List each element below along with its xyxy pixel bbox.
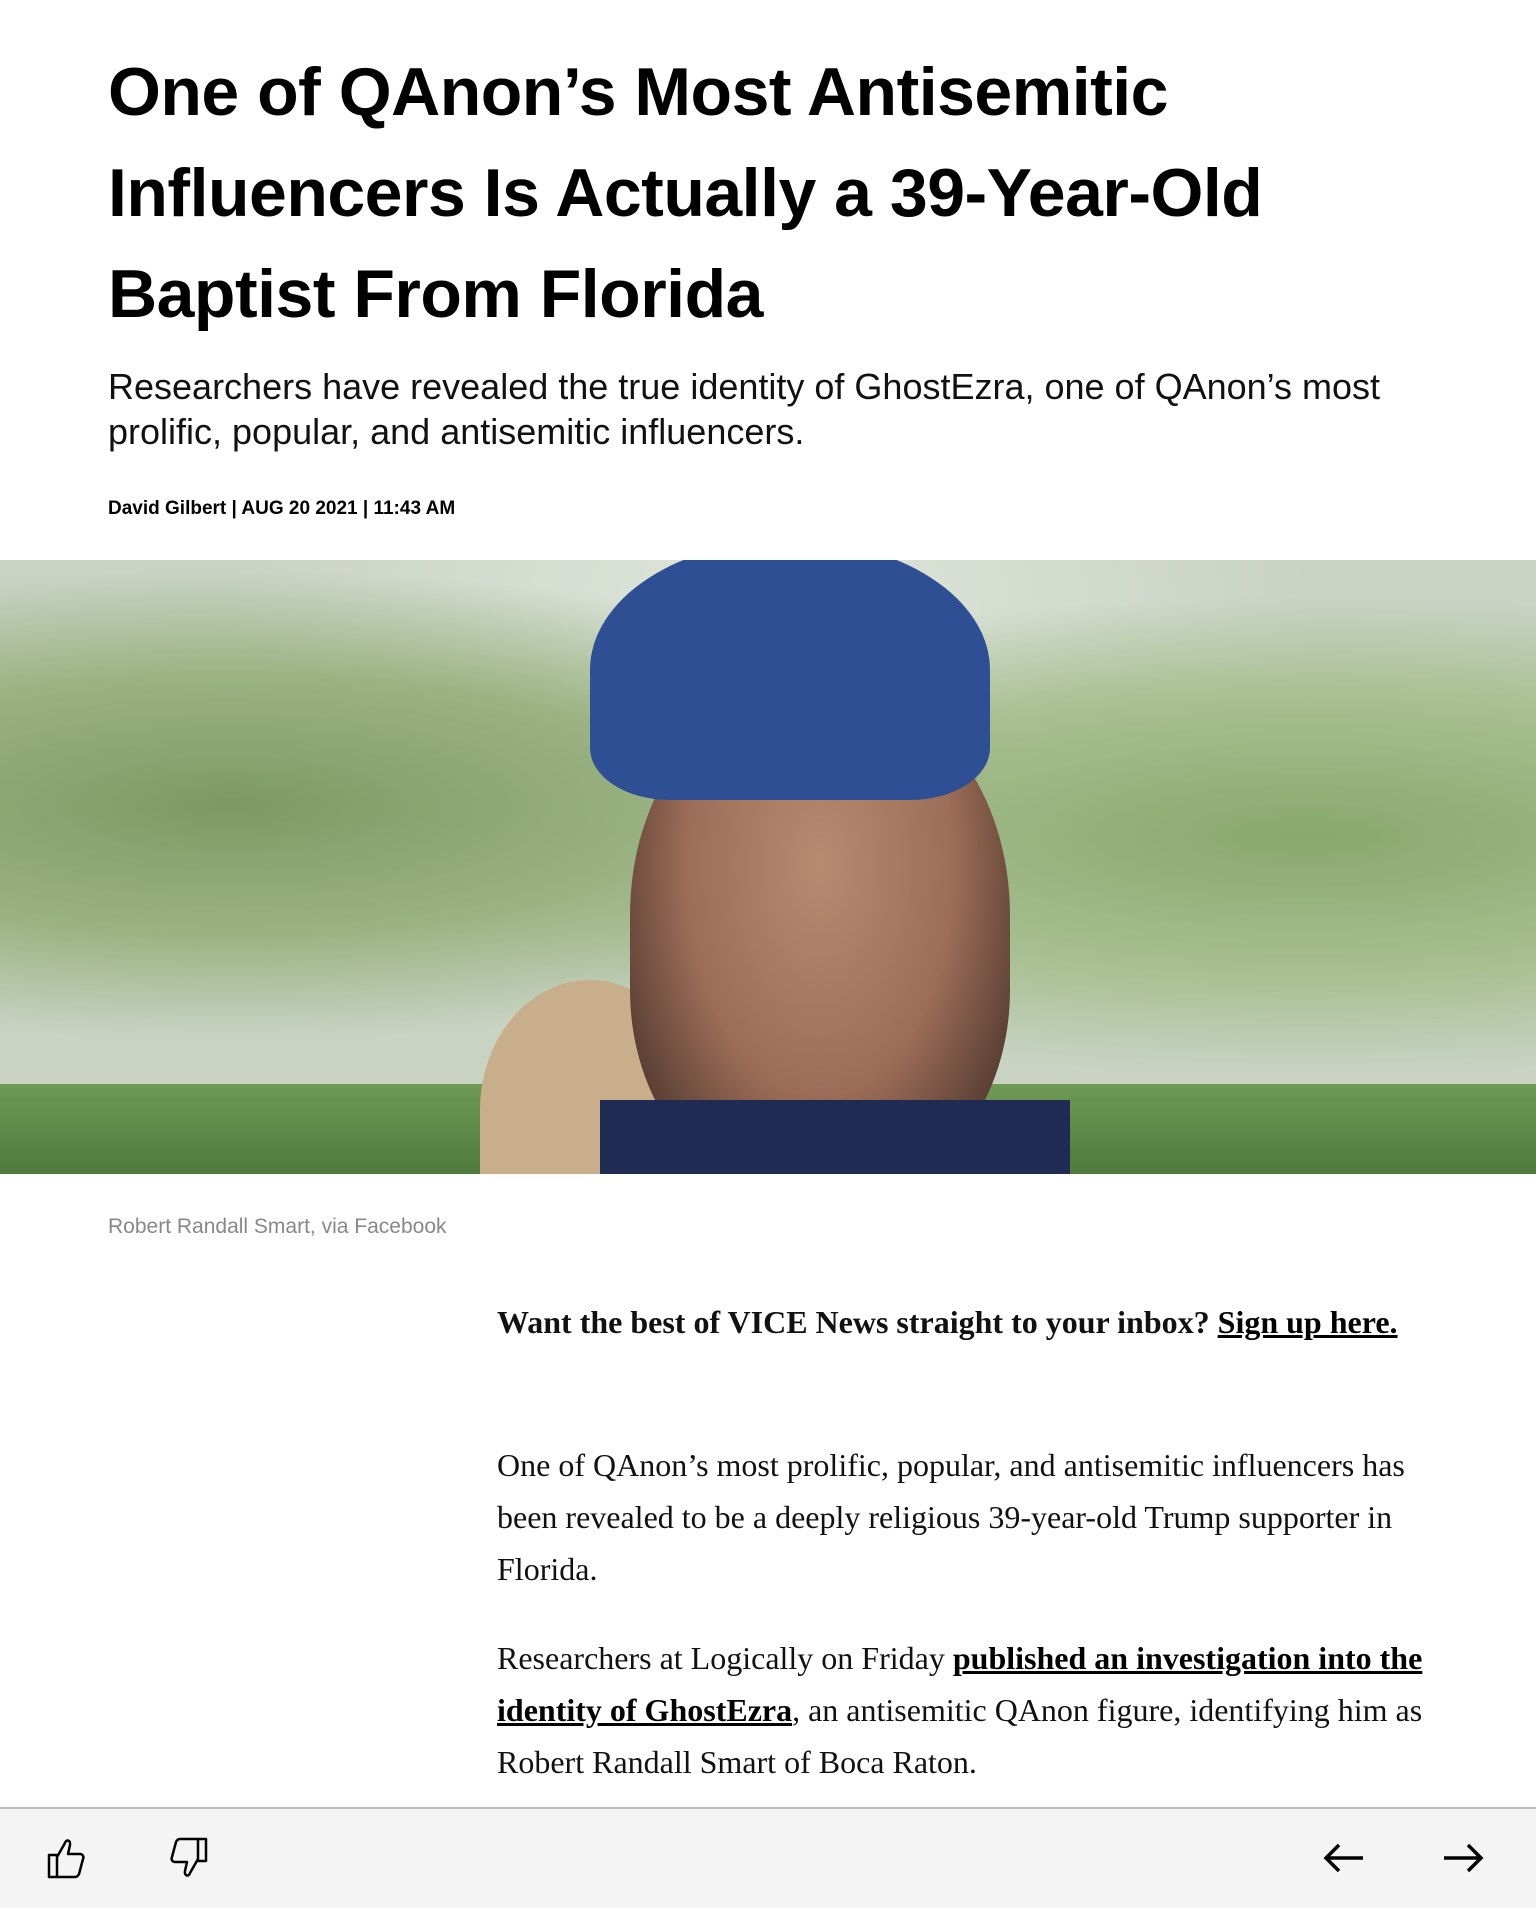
bottom-toolbar (0, 1807, 1536, 1908)
investigation-link[interactable]: published an investigation into the identity of GhostEzra (497, 1640, 1423, 1728)
signup-link[interactable]: Sign up here. (1217, 1304, 1398, 1340)
article-byline: David Gilbert | AUG 20 2021 | 11:43 AM (108, 498, 456, 519)
article-dek: Researchers have revealed the true identity of GhostEzra, one of QAnon’s most prolific, popular, and antisemitic influencers. (108, 366, 1381, 452)
article-title: One of QAnon’s Most Antisemitic Influencers Is Actually a 39-Year-Old Baptist From Florida (108, 54, 1263, 332)
arrow-right-icon[interactable] (1438, 1833, 1488, 1883)
newsletter-promo (497, 1296, 1427, 1348)
article-photo (0, 560, 1536, 1174)
paragraph-text: , an antisemitic QAnon figure, identifying him as Robert Randall Smart of Boca Raton. (497, 1692, 1423, 1780)
promo-text: Want the best of VICE News straight to your inbox? (497, 1304, 1218, 1340)
photo-caption: Robert Randall Smart, via Facebook (108, 1215, 447, 1238)
thumbs-up-icon[interactable] (41, 1833, 91, 1883)
arrow-left-icon[interactable] (1319, 1833, 1369, 1883)
thumbs-down-icon[interactable] (164, 1833, 214, 1883)
paragraph-text: Researchers at Logically on Friday (497, 1640, 953, 1676)
paragraph (497, 1632, 1427, 1788)
paragraph: One of QAnon’s most prolific, popular, and antisemitic influencers has been revealed to be a deeply religious 39-year-old Trump supporter in Florida. (497, 1447, 1405, 1587)
